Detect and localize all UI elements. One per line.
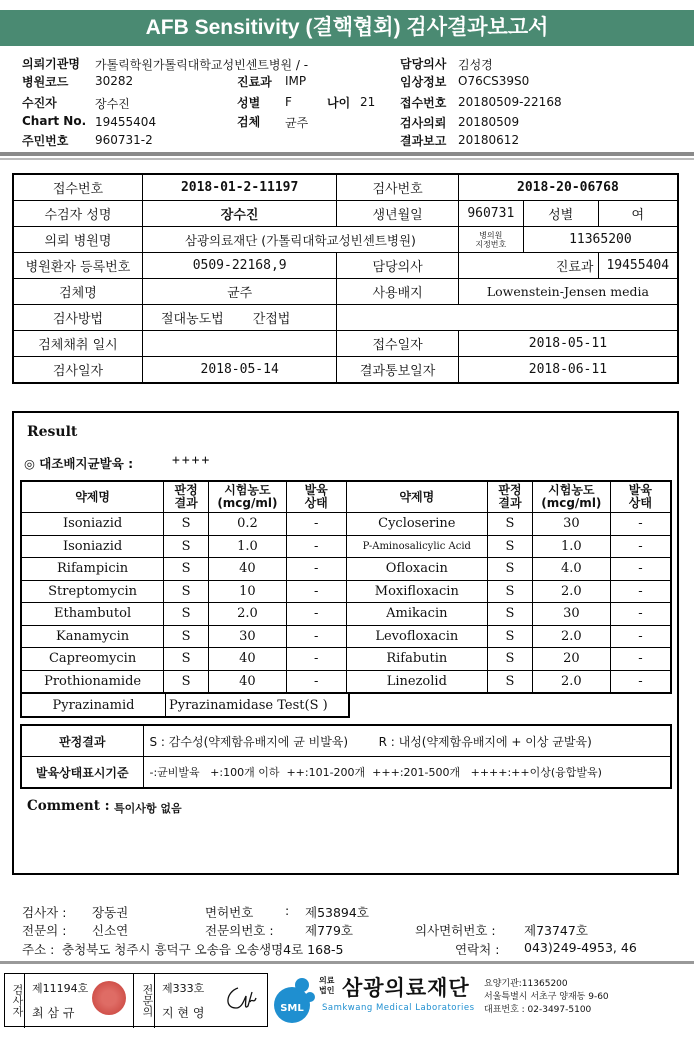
- test-no-label: 검사번호: [337, 174, 458, 201]
- method-label: 검사방법: [13, 305, 142, 331]
- media-value: Lowenstein-Jensen media: [458, 279, 678, 305]
- cell-j1: S: [164, 625, 209, 648]
- table-row: [21, 535, 671, 558]
- chart-value: 19455404: [95, 115, 157, 129]
- cell-d1: Isoniazid: [21, 513, 164, 536]
- expert-value: 신소연: [92, 923, 129, 938]
- receiver-value: 장수진: [95, 97, 130, 111]
- info-table: [12, 173, 679, 384]
- report-title: AFB Sensitivity (결핵협회) 검사결과보고서: [0, 10, 694, 46]
- cell-c2: 2.0: [532, 580, 610, 603]
- cell-c1: 40: [208, 648, 286, 671]
- cell-g2: -: [610, 513, 671, 536]
- cell-d1: Streptomycin: [21, 580, 164, 603]
- method-2: 간접법: [252, 312, 291, 327]
- foundation-en: Samkwang Medical Laboratories: [322, 1003, 475, 1013]
- cell-g2: -: [610, 580, 671, 603]
- clinical-value: O76CS39S0: [458, 74, 530, 88]
- specimen-value: 균주: [285, 116, 309, 130]
- address-value: 충청북도 청주시 흥덕구 오송읍 오송생명4로 168-5: [62, 942, 344, 957]
- cell-c1: 0.2: [208, 513, 286, 536]
- test-date: 2018-05-14: [142, 357, 336, 384]
- hosp-no: 11365200: [523, 227, 678, 253]
- cell-d2: Cycloserine: [346, 513, 488, 536]
- table-row: [21, 580, 671, 603]
- sml-text: SML: [280, 1003, 304, 1014]
- patient-reg: 0509-22168,9: [142, 253, 336, 279]
- cell-d1: Kanamycin: [21, 625, 164, 648]
- cell-c1: 2.0: [208, 603, 286, 626]
- recv-date-label: 접수일자: [337, 331, 458, 357]
- tester-side-label: 검사자: [4, 973, 25, 1028]
- resident-value: 960731-2: [95, 133, 153, 147]
- cell-g2: -: [610, 648, 671, 671]
- cell-d2: Levofloxacin: [346, 625, 488, 648]
- cell-j2: S: [488, 513, 533, 536]
- cell-j1: S: [164, 513, 209, 536]
- doctor-label: 담당의사: [400, 57, 447, 71]
- doctor-license-value: 제73747호: [524, 923, 588, 938]
- cell-g1: -: [286, 513, 346, 536]
- foundation-tel: 대표번호 : 02-3497-5100: [484, 1005, 592, 1015]
- request-value: 20180509: [458, 115, 520, 129]
- cell-j2: S: [488, 670, 533, 693]
- birth-label: 생년월일: [337, 201, 458, 227]
- cell-j1: S: [164, 535, 209, 558]
- tester-label: 검사자 :: [22, 905, 67, 920]
- cell-d2: Ofloxacin: [346, 558, 488, 581]
- hosp-no-label: [458, 227, 523, 253]
- cell-g1: -: [286, 558, 346, 581]
- name-label: 수검자 성명: [13, 201, 142, 227]
- expert-no-label: 전문의번호 :: [205, 923, 274, 938]
- cell-c2: 2.0: [532, 625, 610, 648]
- table-row: [21, 603, 671, 626]
- cell-j2: S: [488, 603, 533, 626]
- pza-value: Pyrazinamidase Test(S ): [166, 694, 350, 718]
- col-drug-2: 약제명: [346, 481, 488, 513]
- col-conc-2: 시험농도 (mcg/ml): [532, 481, 610, 513]
- control-label: ◎ 대조배지균발육 :: [24, 456, 134, 471]
- chart-label: Chart No.: [22, 114, 87, 128]
- hosp-no-label-1: 병의원: [479, 230, 503, 240]
- tester-seal-icon: [92, 981, 126, 1015]
- cell-j1: S: [164, 648, 209, 671]
- expert-name-bottom: 지 현 영: [162, 1006, 205, 1020]
- dept-value: IMP: [285, 74, 307, 88]
- cell-j1: S: [164, 603, 209, 626]
- cell-g1: -: [286, 670, 346, 693]
- resident-label: 주민번호: [22, 134, 69, 148]
- legend-table: [20, 724, 672, 789]
- cell-d1: Ethambutol: [21, 603, 164, 626]
- pza-label: Pyrazinamid: [21, 694, 166, 718]
- result-title: Result: [27, 424, 78, 440]
- header-divider-thin: [0, 158, 694, 160]
- tester-no: 제11194호: [32, 982, 89, 995]
- dept-value-cell: 19455404: [598, 253, 678, 279]
- table-row: [21, 648, 671, 671]
- collect-value: [142, 331, 336, 357]
- footer-divider: [0, 961, 694, 964]
- table-row: [21, 625, 671, 648]
- report-label: 결과보고: [400, 134, 447, 148]
- recv-date: 2018-05-11: [458, 331, 678, 357]
- cell-d1: Prothionamide: [21, 670, 164, 693]
- test-no: 2018-20-06768: [458, 174, 678, 201]
- cell-c2: 30: [532, 603, 610, 626]
- license-label: 면허번호: [205, 905, 254, 920]
- reception-no-label: 접수번호: [13, 174, 142, 201]
- reception-value: 20180509-22168: [458, 95, 562, 109]
- address-label: 주소 :: [22, 942, 55, 957]
- col-growth-1: 발육 상태: [286, 481, 346, 513]
- judge-r: R : 내성(약제함유배지에 + 이상 균발육): [378, 734, 592, 749]
- method-value: [142, 305, 336, 331]
- comment-value: 특이사항 없음: [114, 802, 182, 815]
- cell-d2: P-Aminosalicylic Acid: [346, 535, 488, 558]
- license-value: 제53894호: [305, 905, 369, 920]
- cell-g1: -: [286, 535, 346, 558]
- cell-d1: Capreomycin: [21, 648, 164, 671]
- col-judge-1: 판정 결과: [164, 481, 209, 513]
- sex-label-cell: 성별: [523, 201, 598, 227]
- contact-value: 043)249-4953, 46: [524, 940, 637, 955]
- code-label: 병원코드: [22, 75, 69, 89]
- cell-d2: Rifabutin: [346, 648, 488, 671]
- judge-legend: [143, 725, 671, 757]
- table-row: [21, 558, 671, 581]
- hospital-value: 삼광의료재단 (가톨릭대학교성빈센트병원): [142, 227, 458, 253]
- foundation-address: 서울특별시 서초구 양재동 9-60: [484, 992, 609, 1002]
- inst-value: 가톨릭학원가톨릭대학교성빈센트병원 / -: [95, 58, 309, 72]
- corp-label: [319, 976, 334, 996]
- license-colon: :: [285, 903, 290, 918]
- request-label: 검사의뢰: [400, 116, 447, 130]
- cell-d1: Rifampicin: [21, 558, 164, 581]
- col-growth-2: 발육 상태: [610, 481, 671, 513]
- collect-label: 검체채취 일시: [13, 331, 142, 357]
- notice-date-label: 결과통보일자: [337, 357, 458, 384]
- cell-j1: S: [164, 670, 209, 693]
- cell-g2: -: [610, 670, 671, 693]
- expert-label: 전문의 :: [22, 923, 67, 938]
- cell-j2: S: [488, 625, 533, 648]
- cell-g2: -: [610, 535, 671, 558]
- comment-label: Comment :: [27, 798, 110, 814]
- cell-j2: S: [488, 648, 533, 671]
- doctor-value: 김성경: [458, 58, 493, 72]
- sex-value-cell: 여: [598, 201, 678, 227]
- judge-s: S : 감수성(약제함유배지에 균 비발육): [149, 734, 349, 749]
- media-label: 사용배지: [337, 279, 458, 305]
- susceptibility-table: [20, 480, 672, 694]
- cell-c2: 20: [532, 648, 610, 671]
- foundation-name: 삼광의료재단: [342, 976, 470, 1000]
- col-judge-2: 판정 결과: [488, 481, 533, 513]
- table-row: [21, 670, 671, 693]
- expert-no-value: 제779호: [305, 923, 354, 938]
- cell-g2: -: [610, 603, 671, 626]
- doctor-label-cell: 담당의사: [337, 253, 458, 279]
- cell-j2: S: [488, 580, 533, 603]
- cell-j2: S: [488, 558, 533, 581]
- code-value: 30282: [95, 74, 134, 88]
- col-drug-1: 약제명: [21, 481, 164, 513]
- sex-label: 성별: [237, 96, 261, 110]
- cell-g1: -: [286, 625, 346, 648]
- cell-c1: 30: [208, 625, 286, 648]
- signature-icon: [222, 982, 258, 1016]
- patient-reg-label: 병원환자 등록번호: [13, 253, 142, 279]
- reception-no: 2018-01-2-11197: [142, 174, 336, 201]
- cell-g1: -: [286, 580, 346, 603]
- judge-label: 판정결과: [21, 725, 143, 757]
- specimen-label: 검체: [237, 115, 261, 129]
- doctor-license-label: 의사면허번호 :: [415, 923, 496, 938]
- corp-1: 의료: [319, 976, 335, 985]
- age-value: 21: [360, 95, 376, 109]
- notice-date: 2018-06-11: [458, 357, 678, 384]
- method-empty: [337, 305, 678, 331]
- pza-table: [20, 693, 350, 718]
- hospital-label: 의뢰 병원명: [13, 227, 142, 253]
- col-conc-1: 시험농도 (mcg/ml): [208, 481, 286, 513]
- cell-d2: Linezolid: [346, 670, 488, 693]
- cell-d2: Moxifloxacin: [346, 580, 488, 603]
- cell-g2: -: [610, 625, 671, 648]
- age-label: 나이: [327, 96, 351, 110]
- hosp-no-label-2: 지정번호: [475, 239, 507, 249]
- table-row: [21, 513, 671, 536]
- receiver-label: 수진자: [22, 96, 57, 110]
- report-value: 20180612: [458, 133, 520, 147]
- dept-label-cell: 진료과: [458, 253, 598, 279]
- sml-logo-icon: [270, 975, 318, 1025]
- cell-c2: 2.0: [532, 670, 610, 693]
- cell-c2: 30: [532, 513, 610, 536]
- dept-label: 진료과: [237, 75, 272, 89]
- test-date-label: 검사일자: [13, 357, 142, 384]
- sex-value: F: [285, 95, 292, 109]
- tester-name: 최 삼 규: [32, 1006, 75, 1020]
- specimen-label-cell: 검체명: [13, 279, 142, 305]
- control-value: ++++: [172, 453, 212, 468]
- cell-g1: -: [286, 603, 346, 626]
- cell-g2: -: [610, 558, 671, 581]
- cell-c1: 40: [208, 670, 286, 693]
- contact-label: 연락처 :: [455, 942, 500, 957]
- birth-value: 960731: [458, 201, 523, 227]
- care-no: 요양기관:11365200: [484, 979, 568, 989]
- specimen-value-cell: 균주: [142, 279, 336, 305]
- expert-no-bottom: 제333호: [162, 982, 205, 995]
- cell-g1: -: [286, 648, 346, 671]
- cell-d1: Isoniazid: [21, 535, 164, 558]
- tester-value: 장동권: [92, 905, 129, 920]
- cell-c2: 4.0: [532, 558, 610, 581]
- growth-label: 발육상태표시기준: [21, 757, 143, 789]
- corp-2: 법인: [319, 986, 335, 995]
- cell-c1: 1.0: [208, 535, 286, 558]
- cell-j1: S: [164, 580, 209, 603]
- table-header: [21, 481, 671, 513]
- reception-label: 접수번호: [400, 96, 447, 110]
- cell-j2: S: [488, 535, 533, 558]
- cell-c1: 10: [208, 580, 286, 603]
- header-divider: [0, 152, 694, 156]
- inst-label: 의뢰기관명: [22, 57, 80, 71]
- cell-d2: Amikacin: [346, 603, 488, 626]
- patient-name: 장수진: [142, 201, 336, 227]
- growth-legend: -:균비발육 +:100개 이하 ++:101-200개 +++:201-500개 ++++:++이상(융합발육): [143, 757, 671, 789]
- expert-side-label: 전문의: [133, 973, 155, 1028]
- cell-c1: 40: [208, 558, 286, 581]
- cell-c2: 1.0: [532, 535, 610, 558]
- clinical-label: 임상정보: [400, 75, 447, 89]
- foundation-contact: [484, 978, 609, 1017]
- method-1: 절대농도법: [160, 312, 224, 327]
- cell-j1: S: [164, 558, 209, 581]
